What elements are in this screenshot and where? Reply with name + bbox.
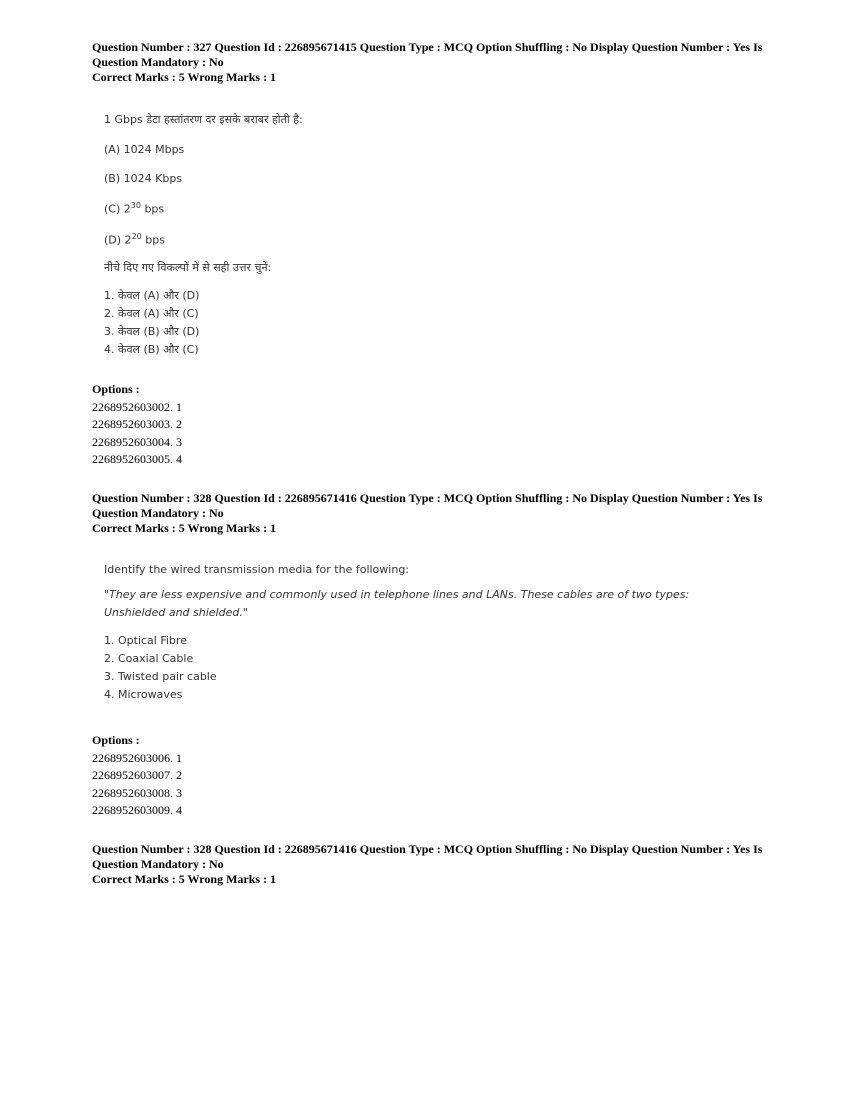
choice: 1. केवल (A) और (D) (104, 289, 200, 303)
unit: bps (140, 202, 165, 216)
statement-d (104, 232, 303, 247)
option-id: 2268952603009. 4 (92, 803, 182, 817)
choice: 4. Microwaves (104, 688, 183, 701)
question-327-header (92, 40, 772, 85)
question-stem: Identify the wired transmission media for the following: (104, 563, 410, 576)
choice-list (104, 632, 744, 704)
statement-text: (C) 2 (104, 202, 131, 216)
statement-text: (D) 2 (104, 233, 132, 247)
choice: 4. केवल (B) और (C) (104, 343, 199, 357)
header-line: Question Mandatory : No (92, 55, 224, 69)
option-id: 2268952603007. 2 (92, 768, 182, 782)
choice-list (104, 287, 303, 359)
options-title: Options : (92, 733, 140, 747)
option-id: 2268952603008. 3 (92, 785, 182, 800)
statement-c (104, 201, 303, 216)
option-id: 2268952603003. 2 (92, 417, 182, 431)
choice: 3. केवल (B) और (D) (104, 325, 200, 339)
options-title: Options : (92, 382, 140, 396)
header-line: Correct Marks : 5 Wrong Marks : 1 (92, 521, 277, 535)
option-id: 2268952603005. 4 (92, 452, 182, 466)
question-328-repeat-header (92, 842, 772, 887)
question-328-header (92, 491, 772, 536)
exponent: 30 (130, 201, 141, 210)
option-id: 2268952603006. 1 (92, 750, 182, 765)
statement-b: (B) 1024 Kbps (104, 172, 183, 185)
choice: 2. Coaxial Cable (104, 652, 194, 665)
question-328-body (104, 563, 744, 704)
header-line: Question Number : 328 Question Id : 226895671416 Question Type : MCQ Option Shuffling : No Display Question Number : Yes Is (92, 491, 763, 505)
header-line: Question Mandatory : No (92, 506, 224, 520)
exponent: 20 (131, 231, 142, 241)
choice: 1. Optical Fibre (104, 634, 187, 647)
choice: 2. केवल (A) और (C) (104, 307, 199, 321)
statement-a: (A) 1024 Mbps (104, 143, 185, 156)
question-328-options (92, 732, 182, 820)
question-stem: 1 Gbps डेटा हस्तांतरण दर इसके बराबर होती है: (104, 113, 303, 126)
header-line: Question Mandatory : No (92, 857, 224, 871)
question-quote: "They are less expensive and commonly used in telephone lines and LANs. These cables are of two types: Unshielded and shielded." (104, 588, 690, 619)
question-327-options (92, 381, 182, 469)
unit: bps (141, 233, 165, 247)
header-line: Correct Marks : 5 Wrong Marks : 1 (92, 872, 277, 886)
instruction: नीचे दिए गए विकल्पों में से सही उत्तर चुनें: (104, 261, 272, 275)
header-line: Correct Marks : 5 Wrong Marks : 1 (92, 70, 277, 84)
option-id: 2268952603004. 3 (92, 434, 182, 449)
option-id: 2268952603002. 1 (92, 399, 182, 414)
header-line: Question Number : 328 Question Id : 226895671416 Question Type : MCQ Option Shuffling : No Display Question Number : Yes Is (92, 842, 763, 856)
choice: 3. Twisted pair cable (104, 670, 217, 683)
header-line: Question Number : 327 Question Id : 226895671415 Question Type : MCQ Option Shuffling : No Display Question Number : Yes Is (92, 40, 763, 54)
question-327-body (104, 112, 303, 359)
